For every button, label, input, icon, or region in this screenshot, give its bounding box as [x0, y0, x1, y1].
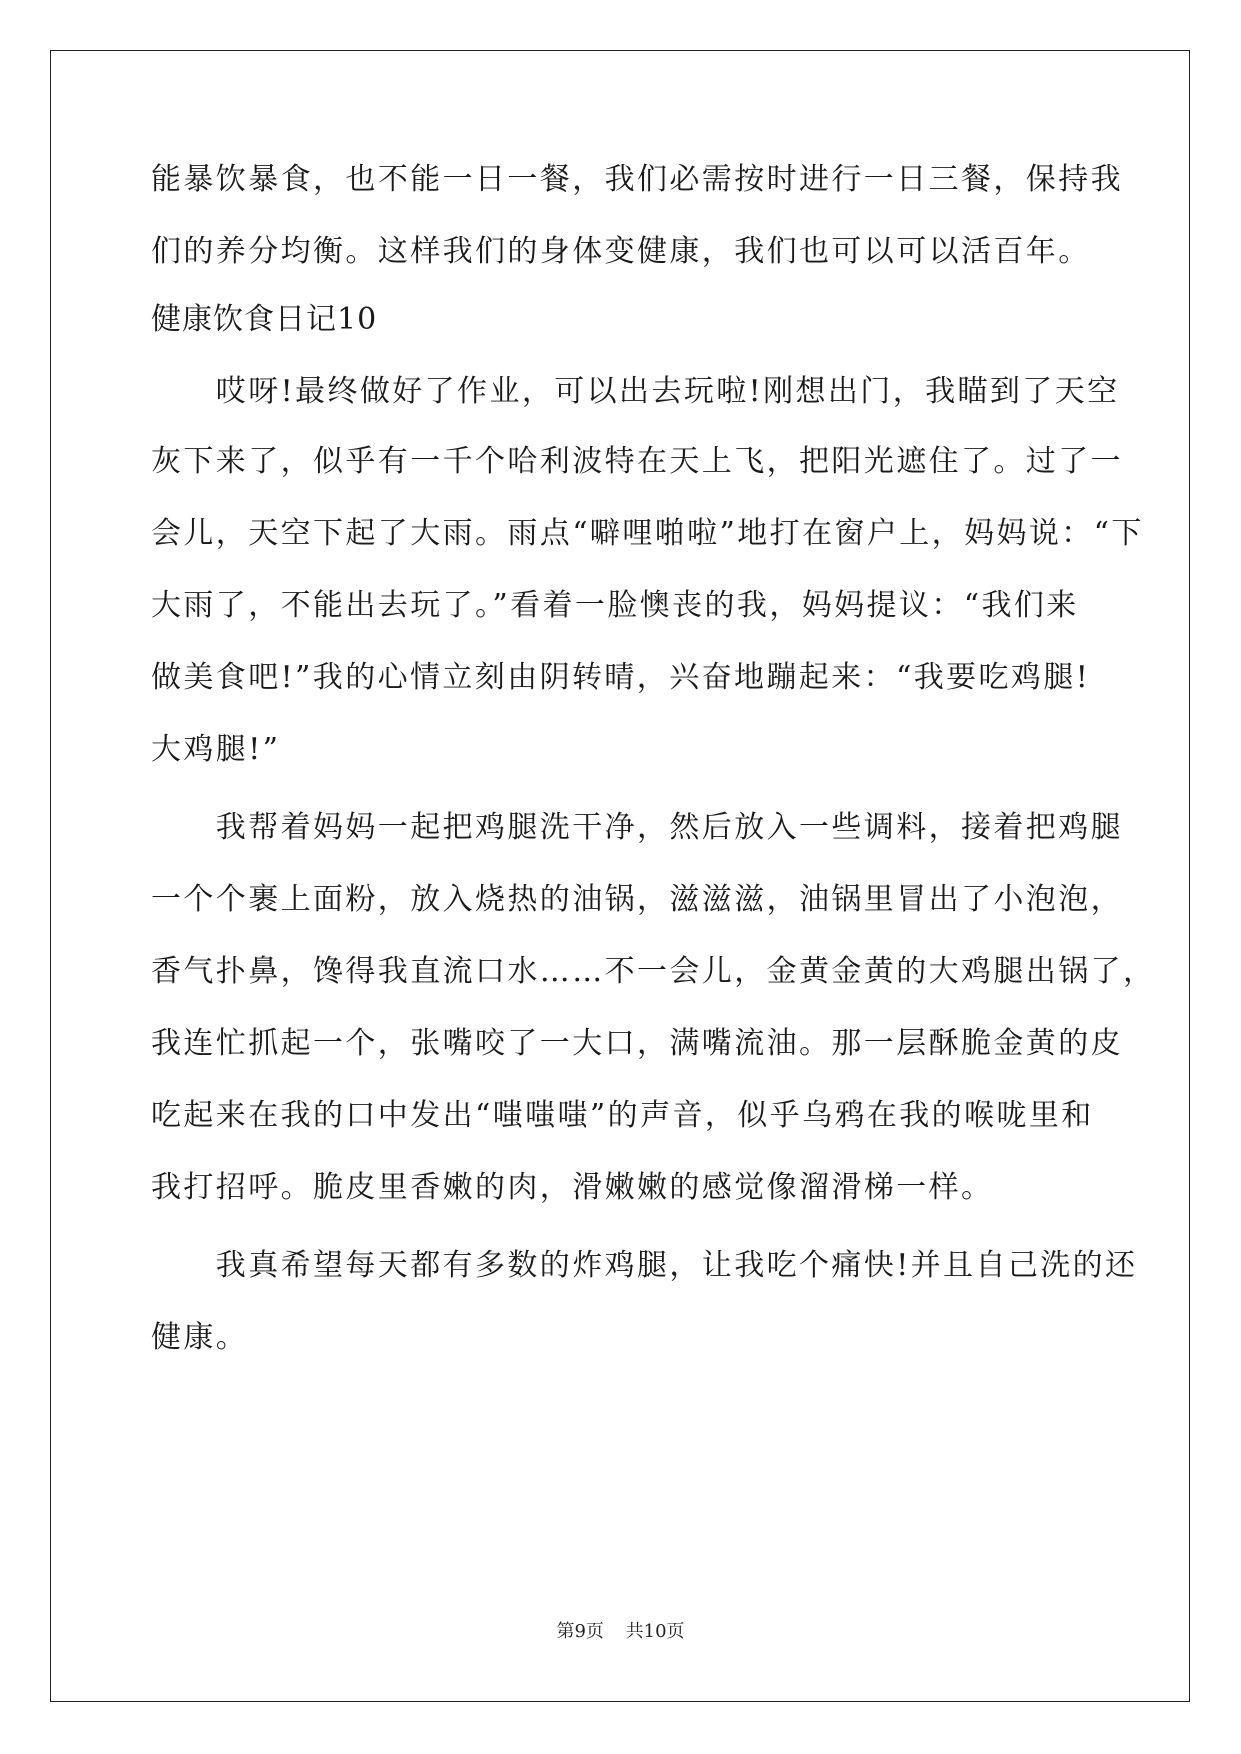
text-line: 哎呀!最终做好了作业，可以出去玩啦!刚想出门，我瞄到了天空	[151, 374, 1120, 409]
text-line: 大雨了，不能出去玩了。”看着一脸懊丧的我，妈妈提议：“我们来	[151, 588, 1079, 623]
page-border	[50, 50, 1190, 1702]
text-line: 我帮着妈妈一起把鸡腿洗干净，然后放入一些调料，接着把鸡腿	[151, 810, 1123, 845]
text-line: 我真希望每天都有多数的炸鸡腿，让我吃个痛快!并且自己洗的还	[151, 1248, 1138, 1283]
text-line: 一个个裹上面粉，放入烧热的油锅，滋滋滋，油锅里冒出了小泡泡，	[151, 882, 1123, 917]
page-total: 共10页	[625, 1621, 685, 1642]
section-heading: 健康饮食日记10	[151, 302, 378, 337]
page-footer	[0, 1620, 1241, 1644]
text-line: 健康。	[151, 1320, 249, 1355]
page-number: 第9页	[556, 1621, 604, 1642]
text-line: 香气扑鼻，馋得我直流口水……不一会儿，金黄金黄的大鸡腿出锅了，	[151, 954, 1156, 989]
text-line: 我连忙抓起一个，张嘴咬了一大口，满嘴流油。那一层酥脆金黄的皮	[151, 1026, 1123, 1061]
text-line: 会儿，天空下起了大雨。雨点“噼哩啪啦”地打在窗户上，妈妈说：“下	[151, 516, 1144, 551]
text-line: 能暴饮暴食，也不能一日一餐，我们必需按时进行一日三餐，保持我	[151, 162, 1123, 197]
text-line: 我打招呼。脆皮里香嫩的肉，滑嫩嫩的感觉像溜滑梯一样。	[151, 1170, 994, 1205]
text-line: 吃起来在我的口中发出“嗤嗤嗤”的声音，似乎乌鸦在我的喉咙里和	[151, 1098, 1094, 1133]
text-line: 们的养分均衡。这样我们的身体变健康，我们也可以可以活百年。	[151, 234, 1091, 269]
text-line: 做美食吧!”我的心情立刻由阴转晴，兴奋地蹦起来：“我要吃鸡腿!	[151, 660, 1091, 695]
text-line: 大鸡腿!”	[151, 732, 281, 767]
text-line: 灰下来了，似乎有一千个哈利波特在天上飞，把阳光遮住了。过了一	[151, 444, 1123, 479]
